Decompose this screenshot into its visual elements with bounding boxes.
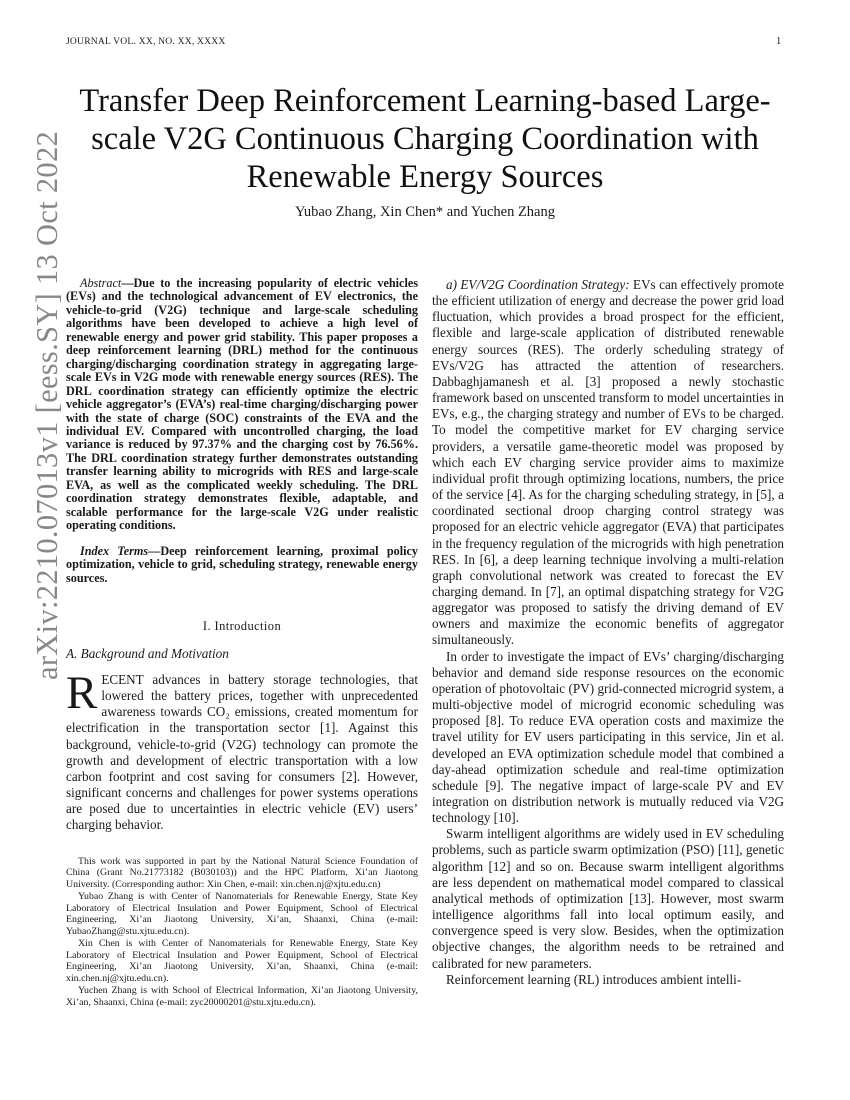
index-terms-label: Index Terms — [80, 543, 149, 558]
intro-text: advances in battery storage technologies, that lowered the battery prices, together with unprecedented awareness towards CO₂ emissions, created momentum for electrification in the transportation sector [1]. Against this background, vehicle-to-grid (V2G) technology can promote the growth and development of electric transportation with a low carbon footprint and cost saving for consumers [2]. However, significant concerns and challenges for power systems operations are posed due to uncertainties in electric vehicle (EV) users’ charging behavior. — [66, 671, 418, 833]
paragraph-impact: In order to investigate the impact of EVs’ charging/discharging behavior and demand side response resources on the economic operation of photovoltaic (PV) grid-connected microgrid system, a multi-objective model of microgrid economic scheduling was proposed [8]. To reduce EVA operation costs and maximize the travel utility for EV users participating in this service, Jin et al. developed an EVA optimization schedule model that combined a day-ahead optimization schedule and real-time optimization schedule [9]. The negative impact of large-scale PV and EV integration on distribution network is mutually reduced via V2G technology [10]. — [432, 648, 784, 826]
footnotes — [66, 856, 418, 1009]
paragraph-text: EVs can effectively promote the efficient utilization of energy and decrease the power grid load fluctuation, which provides a broad prospect for the efficient, flexible and large-scale application of distributed renewable energy sources (RES). The orderly scheduling strategy of EVs/V2G has attracted the attention of researchers. Dabbaghjamanesh et al. [3] proposed a newly stochastic framework based on unscented transform to model uncertainties in EVs, e.g., the charging strategy and number of EVs to be charged. To model the competitive market for EV charging service providers, a versatile game-theoretic model was proposed by which each EV charging service provider aims to maximize individual profit through optimizing locations, numbers, the price of the service [4]. As for the charging scheduling strategy, in [5], a coordinated sectional droop charging control strategy was proposed for an electric vehicle aggregator (EVA) that participates in the frequency regulation of the microgrids with high penetration RES. In [6], a deep learning technique involving a multi-relation graph convolutional network was created to forecast the EV charging demand. In [7], an optimal dispatching strategy for V2G aggregator was proposed to satisfy the driving demand of EV owners and maximize the economic benefits of aggregator simultaneously. — [432, 277, 784, 648]
footnote-funding: This work was supported in part by the National Natural Science Foundation of China (Grant No.21773182 (B030103)) and the HPC Platform, Xi’an Jiaotong University. (Corresponding author: Xin Chen, e-mail: xin.chen.nj@xjtu.edu.cn) — [66, 855, 418, 891]
index-terms-text: —Deep reinforcement learning, proximal policy optimization, vehicle to grid, scheduling strategy, renewable energy sources. — [66, 543, 418, 585]
abstract-label: Abstract — [80, 276, 122, 290]
arxiv-stamp: arXiv:2210.07013v1 [eess.SY] 13 Oct 2022 — [30, 130, 64, 680]
drop-cap: R — [66, 666, 98, 719]
subsection-heading: A. Background and Motivation — [66, 645, 229, 661]
section-heading: I. Introduction — [202, 618, 282, 633]
abstract — [66, 277, 418, 533]
footnote-author-2: Xin Chen is with Center of Nanomaterials for Renewable Energy, State Key Laboratory of Electrical Insulation and Power Equipment, School of Electrical Engineering, Xi’an Jiaotong University, Xi’an, Shaanxi, China (e-mail: xin.chen.nj@xjtu.edu.cn). — [66, 937, 418, 985]
abstract-text: —Due to the increasing popularity of electric vehicles (EVs) and the technological advancement of EV electronics, the vehicle-to-grid (V2G) technique and large-scale scheduling algorithms have been developed to achieve a high level of renewable energy and power grid stability. This paper proposes a deep reinforcement learning (DRL) method for the continuous charging/discharging coordination strategy in aggregating large-scale EVs in V2G mode with renewable energy sources (RES). The DRL coordination strategy can efficiently optimize the electric vehicle aggregator’s (EVA’s) real-time charging/discharging power with the state of charge (SOC) constraints of the EVA and the individual EV. Compared with uncontrolled charging, the load variance is reduced by 97.37% and the charging cost by 76.56%. The DRL coordination strategy further demonstrates outstanding transfer learning ability to microgrids with RES and large-scale EVA, as well as the complicated weekly scheduling. The DRL coordination strategy demonstrates flexible, adaptable, and scalable performance for the large-scale V2G under realistic operating conditions. — [66, 276, 418, 533]
author-list: Yubao Zhang, Xin Chen* and Yuchen Zhang — [294, 204, 555, 220]
page-number: 1 — [776, 36, 782, 47]
journal-header: JOURNAL VOL. XX, NO. XX, XXXX — [66, 36, 226, 47]
intro-paragraph — [66, 666, 418, 834]
paper-title: Transfer Deep Reinforcement Learning-based Large-scale V2G Continuous Charging Coordination with Renewable Energy Sources — [79, 83, 771, 195]
index-terms — [66, 545, 418, 585]
right-column — [432, 277, 784, 988]
footnote-author-1: Yubao Zhang is with Center of Nanomaterials for Renewable Energy, State Key Laboratory of Electrical Insulation and Power Equipment, School of Electrical Engineering, Xi’an Jiaotong University, Xi’an, Shaanxi, China (e-mail: YubaoZhang@stu.xjtu.edu.cn). — [66, 890, 418, 938]
first-word: ECENT — [101, 671, 144, 687]
footnote-author-3: Yuchen Zhang is with School of Electrical Information, Xi’an Jiaotong University, Xi’an, Shaanxi, China (e-mail: zyc20000201@stu.xjtu.edu.cn). — [66, 984, 418, 1008]
paragraph-rl: Reinforcement learning (RL) introduces ambient intelli- — [446, 971, 742, 987]
paragraph-coordination-strategy — [432, 277, 784, 649]
paragraph-swarm: Swarm intelligent algorithms are widely used in EV scheduling problems, such as particle swarm optimization (PSO) [11], genetic algorithm [12] and so on. Because swarm intelligent algorithms are less dependent on mathematical model compared to classical analytical methods of optimization [13]. However, most swarm intelligence algorithms fall into local optimum easily, and convergence speed is very slow. Besides, when the optimization objective changes, the algorithm needs to be retrained and calibrated for new parameters. — [432, 826, 784, 971]
run-in-heading: a) EV/V2G Coordination Strategy: — [446, 277, 630, 292]
left-column — [66, 277, 418, 1008]
